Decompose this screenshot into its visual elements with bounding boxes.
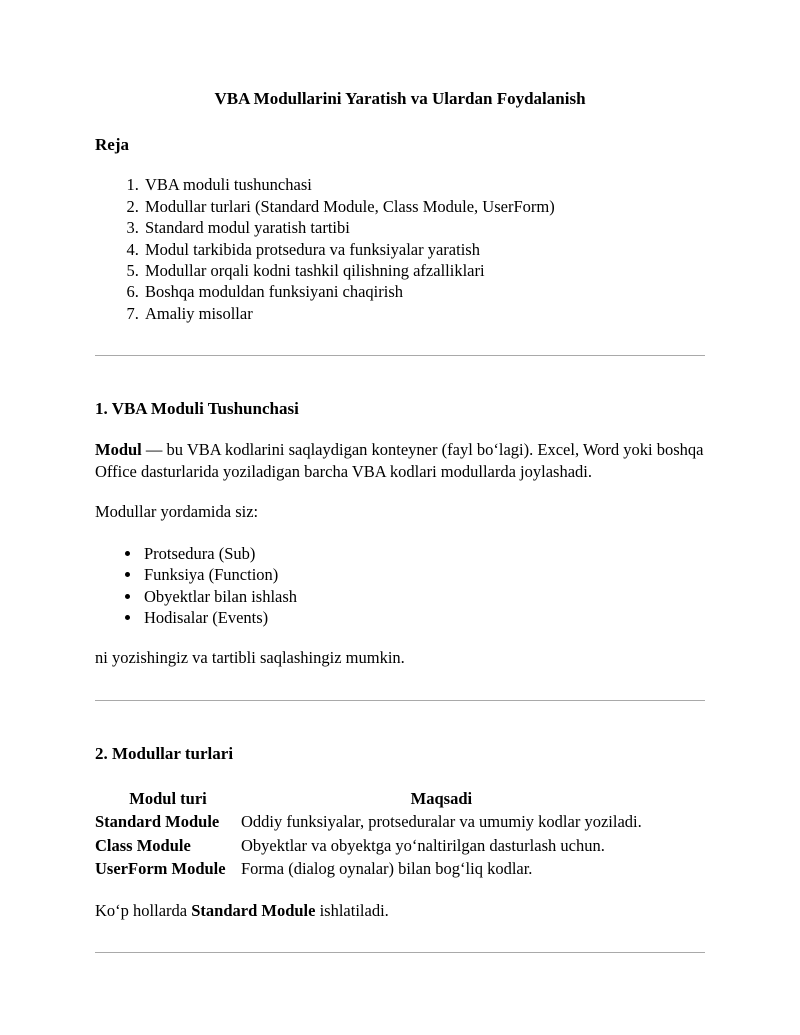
module-type-cell: Class Module (95, 835, 191, 855)
note-prefix: Koʻp hollarda (95, 900, 192, 920)
plan-list (95, 174, 705, 324)
list-item: 3. Standard modul yaratish tartibi (143, 217, 705, 238)
list-item: 5. Modullar orqali kodni tashkil qilishning afzalliklari (143, 260, 705, 281)
module-types-table (95, 787, 642, 881)
module-type-cell: Standard Module (95, 812, 220, 832)
module-purpose-cell: Oddiy funksiyalar, protseduralar va umumiy kodlar yoziladi. (241, 812, 642, 832)
section1-heading: 1. VBA Moduli Tushunchasi (95, 399, 299, 419)
note-suffix: ishlatiladi. (315, 900, 389, 920)
document-title: VBA Modullarini Yaratish va Ulardan Foydalanish (214, 89, 586, 108)
module-purpose-cell: Forma (dialog oynalar) bilan bogʻliq kodlar. (241, 859, 533, 879)
table-header-modul-turi: Modul turi (129, 788, 207, 808)
list-item: 7. Amaliy misollar (143, 303, 705, 324)
module-type-cell: UserForm Module (95, 859, 226, 879)
plan-heading: Reja (95, 135, 129, 155)
table-header-maqsadi: Maqsadi (410, 788, 473, 808)
list-item: 2. Modullar turlari (Standard Module, Class Module, UserForm) (143, 196, 705, 217)
section2-heading: 2. Modullar turlari (95, 743, 234, 763)
modul-definition-text: — bu VBA kodlarini saqlaydigan konteyner (fayl boʻlagi). Excel, Word yoki boshqa Office dasturlarida yoziladigan barcha VBA kodlari modullarda joylashadi. (95, 440, 704, 481)
list-item: • Funksiya (Function) (142, 564, 705, 585)
list-item: 1. VBA moduli tushunchasi (143, 174, 705, 195)
horizontal-rule (95, 355, 705, 356)
feature-list-intro: Modullar yordamida siz: (95, 502, 259, 522)
list-item: • Hodisalar (Events) (142, 607, 705, 628)
feature-list-outro: ni yozishingiz va tartibli saqlashingiz mumkin. (95, 648, 405, 668)
horizontal-rule (95, 700, 705, 701)
feature-list (95, 543, 705, 629)
document-page (95, 0, 705, 953)
section2-note (95, 900, 705, 921)
list-item: 4. Modul tarkibida protsedura va funksiyalar yaratish (143, 239, 705, 260)
module-purpose-cell: Obyektlar va obyektga yoʻnaltirilgan dasturlash uchun. (241, 835, 605, 855)
table-row (95, 834, 642, 857)
list-item: • Protsedura (Sub) (142, 543, 705, 564)
list-item: • Obyektlar bilan ishlash (142, 586, 705, 607)
table-row (95, 857, 642, 880)
horizontal-rule (95, 952, 705, 953)
note-bold-term: Standard Module (191, 900, 316, 920)
list-item: 6. Boshqa moduldan funksiyani chaqirish (143, 281, 705, 302)
modul-term: Modul (95, 440, 142, 460)
table-row (95, 810, 642, 833)
table-header-row (95, 787, 642, 810)
modul-definition-paragraph (95, 439, 705, 482)
